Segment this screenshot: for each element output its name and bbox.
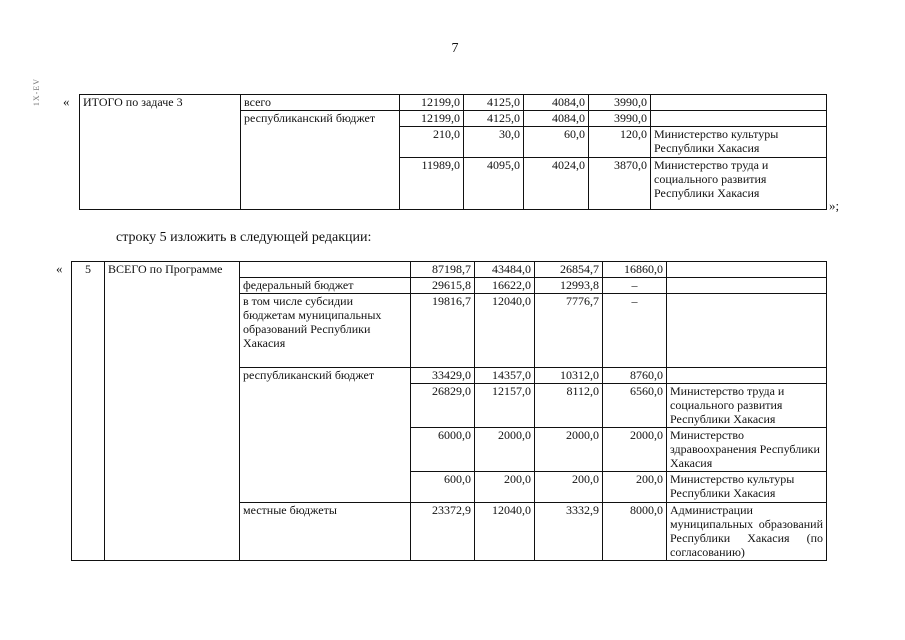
value-cell: 3990,0 (589, 111, 651, 127)
executor-cell (667, 294, 827, 368)
executor-cell: Министерство культуры Республики Хакасия (667, 472, 827, 503)
executor-cell: Министерство труда и социального развития Республики Хакасия (651, 158, 827, 210)
value-cell: 26854,7 (535, 262, 603, 278)
source-cell: федеральный бюджет (240, 278, 411, 294)
source-cell: в том числе субсидии бюджетам муниципальных образований Республики Хакасия (240, 294, 411, 368)
value-cell: 11989,0 (400, 158, 464, 210)
value-cell: 19816,7 (411, 294, 475, 368)
task-label: ИТОГО по задаче 3 (80, 95, 241, 210)
value-cell: 120,0 (589, 127, 651, 158)
value-cell: 7776,7 (535, 294, 603, 368)
value-cell: 12199,0 (400, 95, 464, 111)
value-cell: 3990,0 (589, 95, 651, 111)
value-cell: – (603, 294, 667, 368)
executor-cell: Министерство труда и социального развития Республики Хакасия (667, 384, 827, 428)
executor-cell: Министерство культуры Республики Хакасия (651, 127, 827, 158)
value-cell: 30,0 (464, 127, 524, 158)
open-quote-2: « (56, 261, 63, 276)
executor-cell (667, 368, 827, 384)
executor-cell (651, 111, 827, 127)
value-cell: 4125,0 (464, 111, 524, 127)
executor-cell (651, 95, 827, 111)
value-cell: 16860,0 (603, 262, 667, 278)
value-cell: 6000,0 (411, 428, 475, 472)
source-cell (240, 262, 411, 278)
value-cell: 4125,0 (464, 95, 524, 111)
value-cell: 87198,7 (411, 262, 475, 278)
value-cell: 8000,0 (603, 503, 667, 561)
value-cell: 600,0 (411, 472, 475, 503)
value-cell: 2000,0 (535, 428, 603, 472)
value-cell: 26829,0 (411, 384, 475, 428)
close-quote-1: »; (829, 198, 840, 213)
value-cell: 2000,0 (475, 428, 535, 472)
table-row (80, 95, 827, 111)
value-cell: 12040,0 (475, 503, 535, 561)
value-cell: 3870,0 (589, 158, 651, 210)
source-cell: республиканский бюджет (240, 368, 411, 503)
row-number: 5 (72, 262, 105, 561)
value-cell: 200,0 (603, 472, 667, 503)
executor-cell: Министерство здравоохранения Республики Хакасия (667, 428, 827, 472)
value-cell: 3332,9 (535, 503, 603, 561)
program-label: ВСЕГО по Программе (105, 262, 240, 561)
page-number: 7 (451, 41, 459, 56)
executor-cell: Администрации муниципальных образований Республики Хакасия (по согласованию) (667, 503, 827, 561)
value-cell: 12993,8 (535, 278, 603, 294)
value-cell: 2000,0 (603, 428, 667, 472)
value-cell: 10312,0 (535, 368, 603, 384)
value-cell: 23372,9 (411, 503, 475, 561)
executor-cell (667, 278, 827, 294)
value-cell: 33429,0 (411, 368, 475, 384)
value-cell: 29615,8 (411, 278, 475, 294)
value-cell: 4084,0 (524, 111, 589, 127)
value-cell: 4084,0 (524, 95, 589, 111)
value-cell: 210,0 (400, 127, 464, 158)
open-quote-1: « (63, 94, 70, 109)
value-cell: – (603, 278, 667, 294)
value-cell: 60,0 (524, 127, 589, 158)
source-cell: республиканский бюджет (241, 111, 400, 210)
value-cell: 43484,0 (475, 262, 535, 278)
value-cell: 16622,0 (475, 278, 535, 294)
source-cell: всего (241, 95, 400, 111)
program-total-table (71, 261, 827, 561)
table-row (72, 262, 827, 278)
executor-cell (667, 262, 827, 278)
value-cell: 12040,0 (475, 294, 535, 368)
value-cell: 12199,0 (400, 111, 464, 127)
source-cell: местные бюджеты (240, 503, 411, 561)
value-cell: 8112,0 (535, 384, 603, 428)
value-cell: 8760,0 (603, 368, 667, 384)
value-cell: 6560,0 (603, 384, 667, 428)
value-cell: 4024,0 (524, 158, 589, 210)
value-cell: 12157,0 (475, 384, 535, 428)
value-cell: 14357,0 (475, 368, 535, 384)
value-cell: 4095,0 (464, 158, 524, 210)
instruction-text: строку 5 изложить в следующей редакции: (116, 230, 372, 245)
side-margin-mark: 1X-EV (32, 78, 41, 107)
task-total-table (79, 94, 827, 210)
value-cell: 200,0 (475, 472, 535, 503)
value-cell: 200,0 (535, 472, 603, 503)
